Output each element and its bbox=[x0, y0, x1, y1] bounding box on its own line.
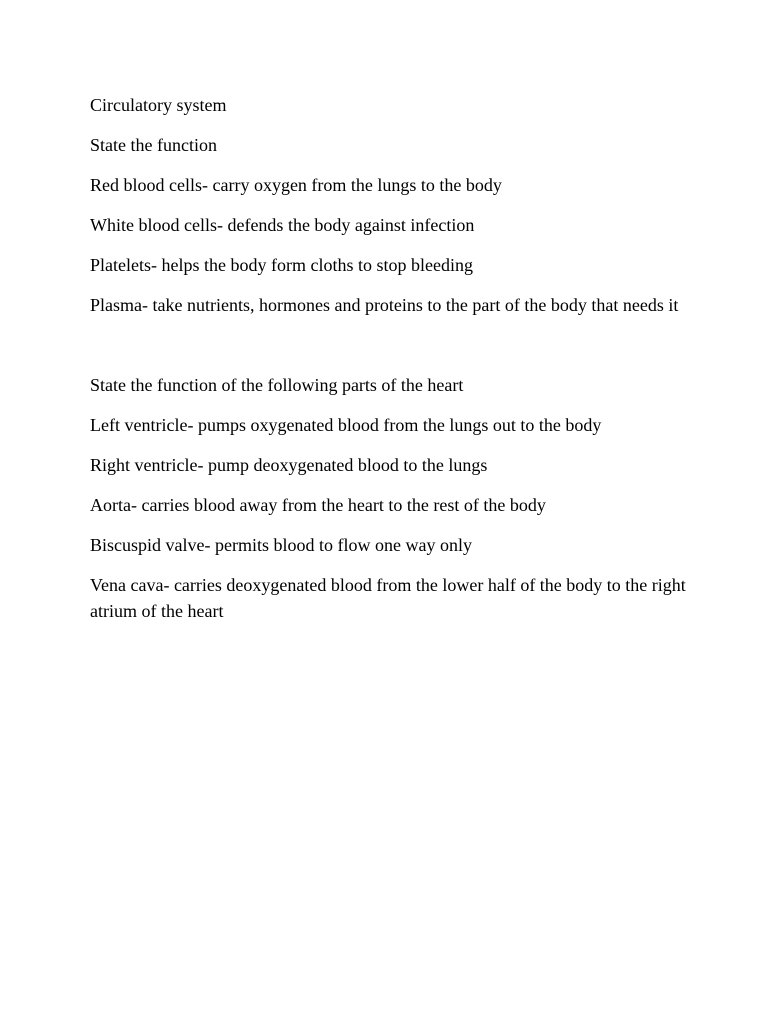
answer-plasma: Plasma- take nutrients, hormones and proteins to the part of the body that needs it bbox=[90, 295, 679, 315]
answer-aorta: Aorta- carries blood away from the heart to the rest of the body bbox=[90, 495, 546, 515]
document-page bbox=[90, 92, 690, 638]
answer-red-blood-cells: Red blood cells- carry oxygen from the lungs to the body bbox=[90, 175, 502, 195]
question-prompt: State the function bbox=[90, 135, 217, 155]
document-title: Circulatory system bbox=[90, 95, 227, 115]
answer-right-ventricle: Right ventricle- pump deoxygenated blood to the lungs bbox=[90, 455, 488, 475]
answer-white-blood-cells: White blood cells- defends the body against infection bbox=[90, 215, 475, 235]
heart-question-prompt: State the function of the following parts of the heart bbox=[90, 375, 464, 395]
answer-vena-cava: Vena cava- carries deoxygenated blood from the lower half of the body to the right atrium of the heart bbox=[90, 575, 686, 621]
section-spacer bbox=[90, 332, 690, 372]
answer-left-ventricle: Left ventricle- pumps oxygenated blood from the lungs out to the body bbox=[90, 415, 602, 435]
answer-platelets: Platelets- helps the body form cloths to stop bleeding bbox=[90, 255, 473, 275]
answer-biscuspid-valve: Biscuspid valve- permits blood to flow one way only bbox=[90, 535, 472, 555]
